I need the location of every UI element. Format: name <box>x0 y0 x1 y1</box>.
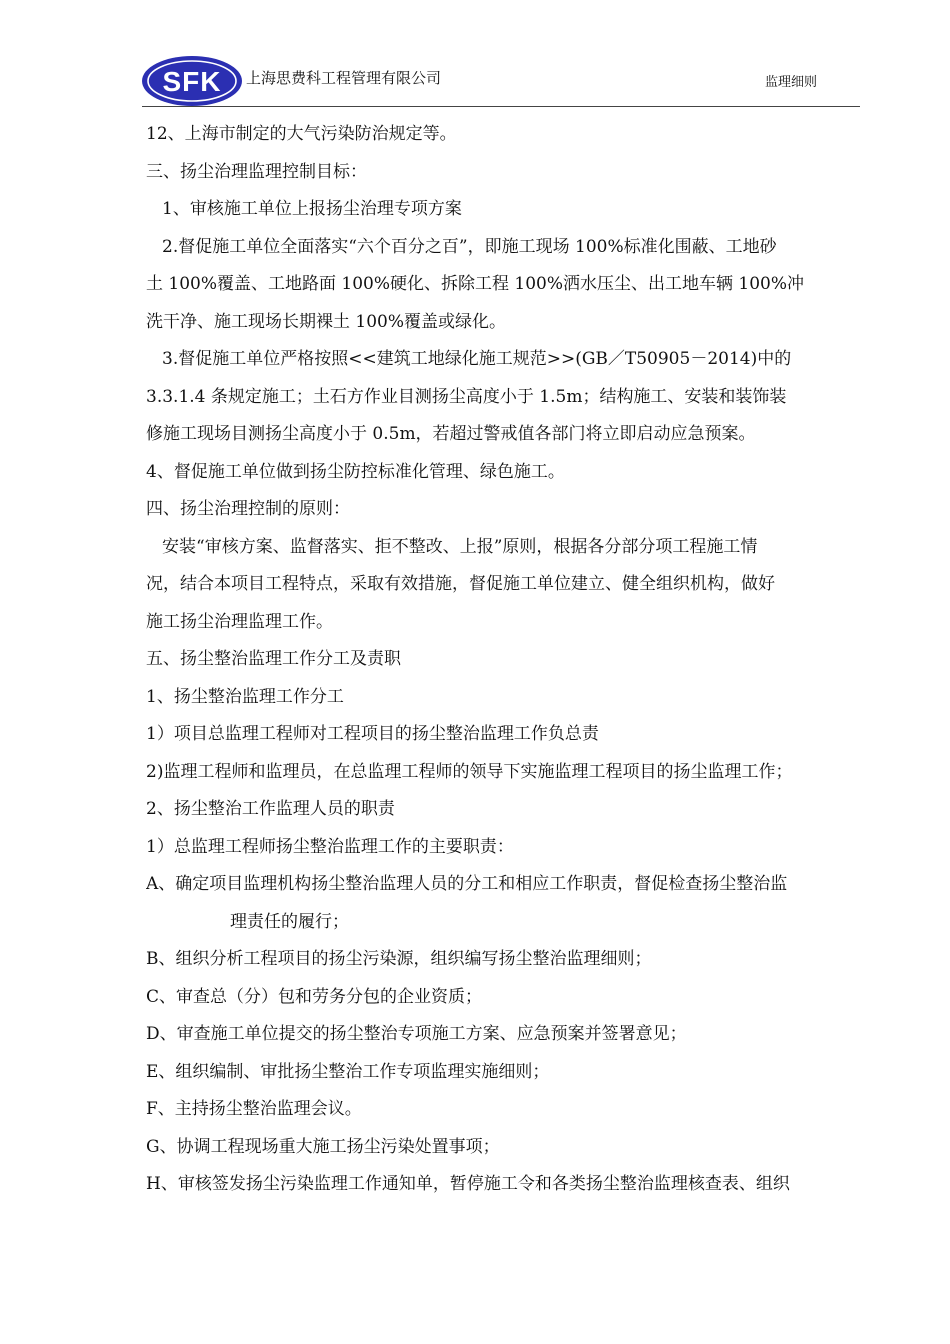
list-item: F、主持扬尘整治监理会议。 <box>146 1099 362 1119</box>
list-item: G、协调工程现场重大施工扬尘污染处置事项； <box>146 1136 500 1157</box>
logo-text: SFK <box>162 66 222 97</box>
section-heading: 三、扬尘治理监理控制目标： <box>146 161 367 182</box>
body-line: 3.督促施工单位严格按照<<建筑工地绿化施工规范>>(GB／T50905－2014)中的 <box>162 349 792 369</box>
body-line: 土 100%覆盖、工地路面 100%硬化、拆除工程 100%洒水压尘、出工地车辆 100%冲 <box>146 274 805 294</box>
body-line: 1、审核施工单位上报扬尘治理专项方案 <box>162 199 462 219</box>
list-item-continuation: 理责任的履行； <box>230 911 349 932</box>
list-item: E、组织编制、审批扬尘整治工作专项监理实施细则； <box>146 1061 550 1082</box>
body-line: 4、督促施工单位做到扬尘防控标准化管理、绿色施工。 <box>146 461 565 482</box>
section-heading: 四、扬尘治理控制的原则： <box>146 499 350 519</box>
body-line: 3.3.1.4 条规定施工；土石方作业目测扬尘高度小于 1.5m；结构施工、安装和装饰装 <box>146 386 787 407</box>
body-line: 2)监理工程师和监理员，在总监理工程师的领导下实施监理工程项目的扬尘监理工作； <box>146 761 793 782</box>
page-header <box>0 0 950 115</box>
document-type: 监理细则 <box>765 75 818 90</box>
sfk-logo <box>140 55 244 107</box>
body-line: 修施工现场目测扬尘高度小于 0.5m，若超过警戒值各部门将立即启动应急预案。 <box>146 424 756 444</box>
header-divider <box>142 106 860 107</box>
company-name: 上海思费科工程管理有限公司 <box>246 69 442 87</box>
document-body <box>146 116 860 1204</box>
list-item: C、审查总（分）包和劳务分包的企业资质； <box>146 986 483 1007</box>
body-line: 1）总监理工程师扬尘整治监理工作的主要职责： <box>146 836 514 857</box>
body-line: 2.督促施工单位全面落实“六个百分之百”，即施工现场 100%标准化围蔽、工地砂 <box>162 236 777 257</box>
list-item: D、审查施工单位提交的扬尘整治专项施工方案、应急预案并签署意见； <box>146 1024 687 1044</box>
list-item: B、组织分析工程项目的扬尘污染源，组织编写扬尘整治监理细则； <box>146 949 652 969</box>
body-line: 安装“审核方案、监督落实、拒不整改、上报”原则，根据各分部分项工程施工情 <box>162 536 758 557</box>
body-line: 12、上海市制定的大气污染防治规定等。 <box>146 124 457 144</box>
body-line: 施工扬尘治理监理工作。 <box>146 611 333 632</box>
body-line: 况，结合本项目工程特点，采取有效措施，督促施工单位建立、健全组织机构，做好 <box>146 574 775 594</box>
list-item: H、审核签发扬尘污染监理工作通知单，暂停施工令和各类扬尘整治监理核查表、组织 <box>146 1174 790 1194</box>
list-item: A、确定项目监理机构扬尘整治监理人员的分工和相应工作职责，督促检查扬尘整治监 <box>146 874 788 894</box>
body-line: 1、扬尘整治监理工作分工 <box>146 686 344 707</box>
body-line: 2、扬尘整治工作监理人员的职责 <box>146 799 395 819</box>
section-heading: 五、扬尘整治监理工作分工及责职 <box>146 649 401 669</box>
body-line: 洗干净、施工现场长期裸土 100%覆盖或绿化。 <box>146 311 507 332</box>
body-line: 1）项目总监理工程师对工程项目的扬尘整治监理工作负总责 <box>146 724 599 744</box>
